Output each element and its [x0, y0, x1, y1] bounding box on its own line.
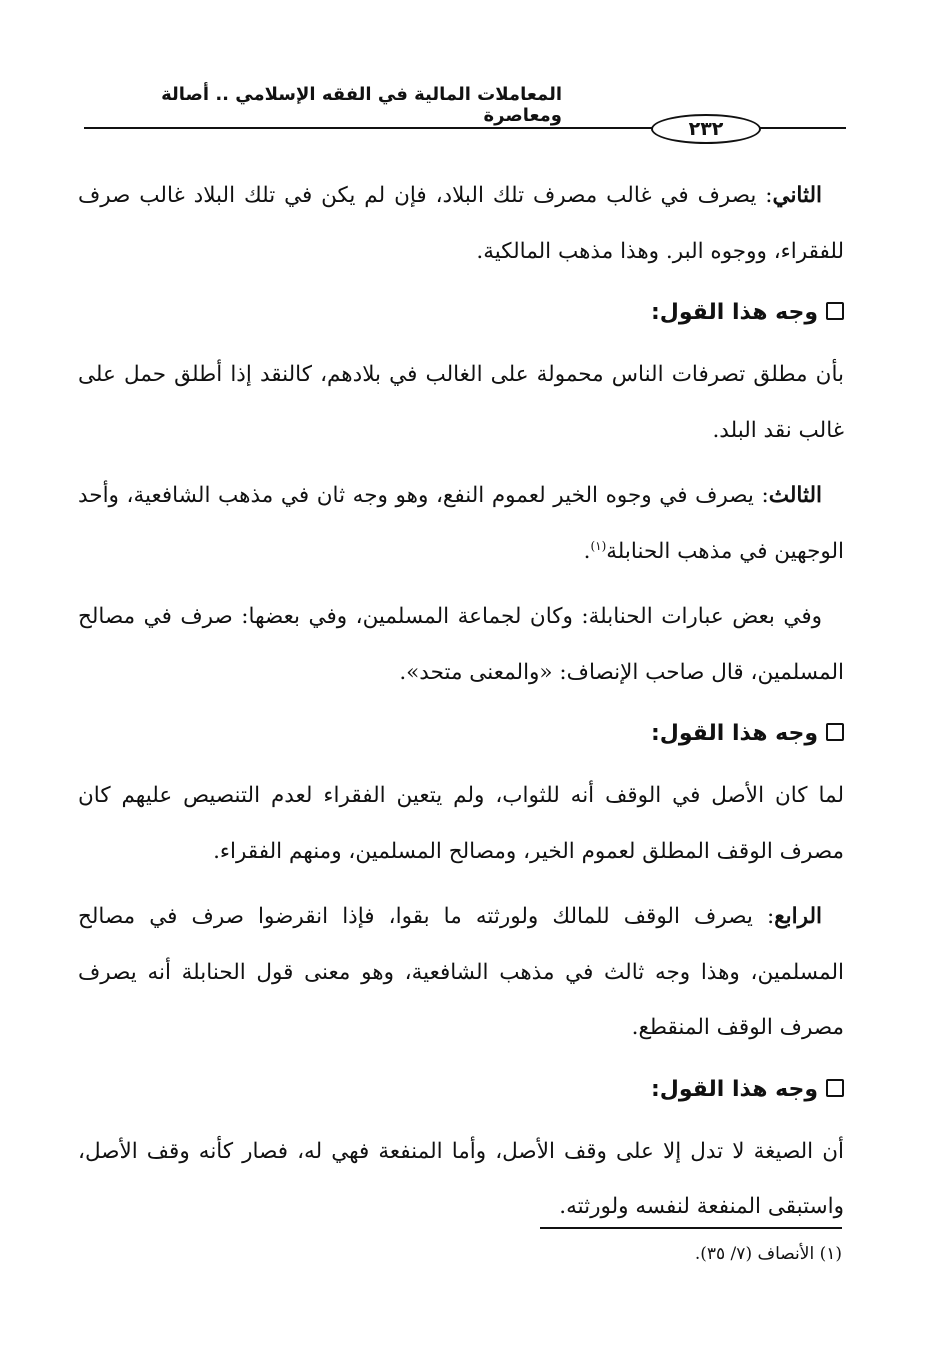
paragraph — [78, 1124, 844, 1235]
paragraph — [78, 889, 844, 1056]
running-header-title: المعاملات المالية في الفقه الإسلامي .. أصالة ومعاصرة — [161, 84, 562, 126]
paragraph-text: وفي بعض عبارات الحنابلة: وكان لجماعة المسلمين، وفي بعضها: صرف في مصالح المسلمين، قال صاحب الإنصاف: «والمعنى متحد». — [78, 604, 844, 685]
footnote: (١) الأنصاف (٧/ ٣٥). — [694, 1244, 842, 1264]
paragraph-text: : يصرف الوقف للمالك ولورثته ما بقوا، فإذا انقرضوا صرف في مصالح المسلمين، وهذا وجه ثالث في مذهب الشافعية، وهو معنى قول الحنابلة أنه يصرف مصرف الوقف المنقطع. — [78, 904, 844, 1040]
footnote-separator — [540, 1227, 842, 1229]
paragraph-text: أن الصيغة لا تدل إلا على وقف الأصل، وأما المنفعة فهي له، فصار كأنه وقف الأصل، واستبقى المنفعة لنفسه ولورثته. — [78, 1138, 844, 1219]
section-heading — [78, 291, 844, 335]
heading-text: وجه هذا القول: — [650, 1076, 818, 1102]
header-rule — [759, 127, 846, 129]
paragraph-label: الثالث — [768, 483, 822, 508]
section-heading — [78, 1068, 844, 1112]
paragraph-text: بأن مطلق تصرفات الناس محمولة على الغالب في بلادهم، كالنقد إذا أطلق حمل على غالب نقد البلد. — [78, 362, 844, 443]
square-bullet-icon — [826, 1079, 844, 1097]
paragraph-label: الثاني — [772, 183, 822, 208]
paragraph-label: الرابع — [774, 904, 822, 929]
square-bullet-icon — [826, 723, 844, 741]
heading-text: وجه هذا القول: — [650, 300, 818, 325]
page-body — [78, 168, 844, 1245]
paragraph-end: . — [583, 538, 591, 564]
page-number-badge: ٢٣٢ — [651, 114, 761, 144]
heading-text: وجه هذا القول: — [650, 721, 818, 746]
paragraph — [78, 589, 844, 700]
section-heading — [78, 712, 844, 756]
paragraph-text: لما كان الأصل في الوقف أنه للثواب، ولم يتعين الفقراء لعدم التنصيص عليهم كان مصرف الوقف المطلق لعموم الخير، ومصالح المسلمين، ومنهم الفقراء. — [78, 783, 844, 864]
paragraph-text: : يصرف في غالب مصرف تلك البلاد، فإن لم يكن في تلك البلاد غالب صرف للفقراء، ووجوه البر. وهذا مذهب المالكية. — [78, 183, 844, 264]
footnote-marker: (١) — [590, 538, 607, 553]
paragraph — [78, 347, 844, 458]
header-rule — [84, 127, 653, 129]
paragraph — [78, 468, 844, 579]
paragraph — [78, 768, 844, 879]
square-bullet-icon — [826, 302, 844, 320]
paragraph — [78, 168, 844, 279]
paragraph-text: : يصرف في وجوه الخير لعموم النفع، وهو وجه ثان في مذهب الشافعية، وأحد الوجهين في مذهب الحنابلة — [78, 483, 844, 564]
